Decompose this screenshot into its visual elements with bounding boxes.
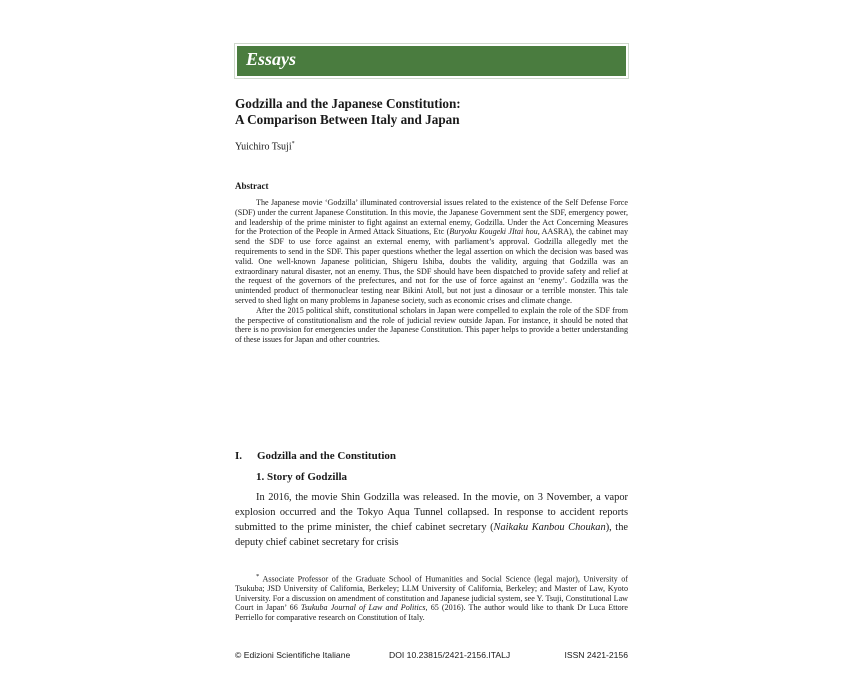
footer-issn: ISSN 2421-2156 <box>564 650 628 660</box>
footnote <box>235 572 628 623</box>
abstract-p1-italic: Buryoku Kougeki JItai hou <box>449 227 538 237</box>
section-heading <box>235 450 396 462</box>
body-text <box>235 490 628 550</box>
title-line-1: Godzilla and the Japanese Constitution: <box>235 96 461 111</box>
body-part-b: ), the deputy chief cabinet secretary for crisis <box>235 522 628 548</box>
author-line <box>235 141 295 152</box>
footnote-italic: Tsukuba Journal of Law and Politics <box>300 603 426 613</box>
section-title: Godzilla and the Constitution <box>257 450 397 462</box>
author-footnote-mark: * <box>291 141 295 147</box>
body-paragraph-1 <box>235 490 628 550</box>
footnote-mark: * <box>256 573 260 580</box>
body-italic: Naikaku Kanbou Choukan <box>493 522 606 533</box>
footnote-part-b: , 65 (2016). The author would like to thank Dr Luca Ettore Perriello for comparative research on Constitution of Italy. <box>235 603 628 623</box>
footer-publisher: © Edizioni Scientifiche Italiane <box>235 650 351 660</box>
section-banner <box>235 44 628 78</box>
abstract-paragraph-2: After the 2015 political shift, constitutional scholars in Japan were compelled to explain the role of the SDF from the perspective of constitutionalism and the role of judicial review outside Japan. For instance, it should be noted that there is no provision for emergencies under the Japanese Constitution. This paper helps to provide a better understanding of these issues for Japan and other countries. <box>235 305 628 345</box>
abstract-p1-part-a: The Japanese movie ‘Godzilla’ illuminated controversial issues related to the existence of the Self Defense Force (SDF) under the current Japanese Constitution. In this movie, the Japanese Government sent the SDF, emergency power, and leadership of the prime minister to fight against an external enemy, Godzilla. Under the Act Concerning Measures for the Protection of the People in Armed Attack Situations, Etc ( <box>235 198 628 237</box>
title-line-2: A Comparison Between Italy and Japan <box>235 112 460 127</box>
abstract-paragraph-1 <box>235 198 628 306</box>
abstract-text <box>235 198 628 345</box>
banner-label: Essays <box>246 49 297 69</box>
paper-title <box>235 96 628 128</box>
footnote-paragraph <box>235 572 628 623</box>
abstract-heading: Abstract <box>235 181 269 191</box>
footnote-part-a: Associate Professor of the Graduate School of Humanities and Social Science (legal major), University of Tsukuba; JSD University of California, Berkeley; LLM University of California, Berkeley; and Master of Law, Kyoto University. For a discussion on amendment of constitution and Japanese judicial system, see Y. Tsuji, Constitutional Law Court in Japan’ 66 <box>235 574 628 613</box>
subsection-heading: 1. Story of Godzilla <box>256 471 348 483</box>
footer-doi: DOI 10.23815/2421-2156.ITALJ <box>389 650 511 660</box>
author-name: Yuichiro Tsuji <box>235 141 292 153</box>
body-part-a: In 2016, the movie Shin Godzilla was released. In the movie, on 3 November, a vapor explosion occurred and the Tokyo Aqua Tunnel collapsed. In response to accident reports submitted to the prime minister, the chief cabinet secretary ( <box>235 492 628 533</box>
section-number: I. <box>235 450 243 462</box>
abstract-p1-part-b: , AASRA), the cabinet may send the SDF to use force against an external enemy, with parliament’s approval. Godzilla allegedly met the requirements to send in the SDF. This paper questions whether the legal assertion on which the decision was based was valid. One well-known Japanese politician, Shigeru Ishiba, doubts the validity, arguing that Godzilla was an extraordinary natural disaster, not an enemy. Thus, the SDF should have been dispatched to provide safety and relief at the request of the governors of the prefectures, and not for the use of force against an ‘enemy’. Godzilla was the unintended product of thermonuclear testing near Bikini Atoll, but not just a dinosaur or a terrible monster. This tale served to shed light on many problems in Japanese society, such as economic crises and climate change. <box>235 227 628 305</box>
